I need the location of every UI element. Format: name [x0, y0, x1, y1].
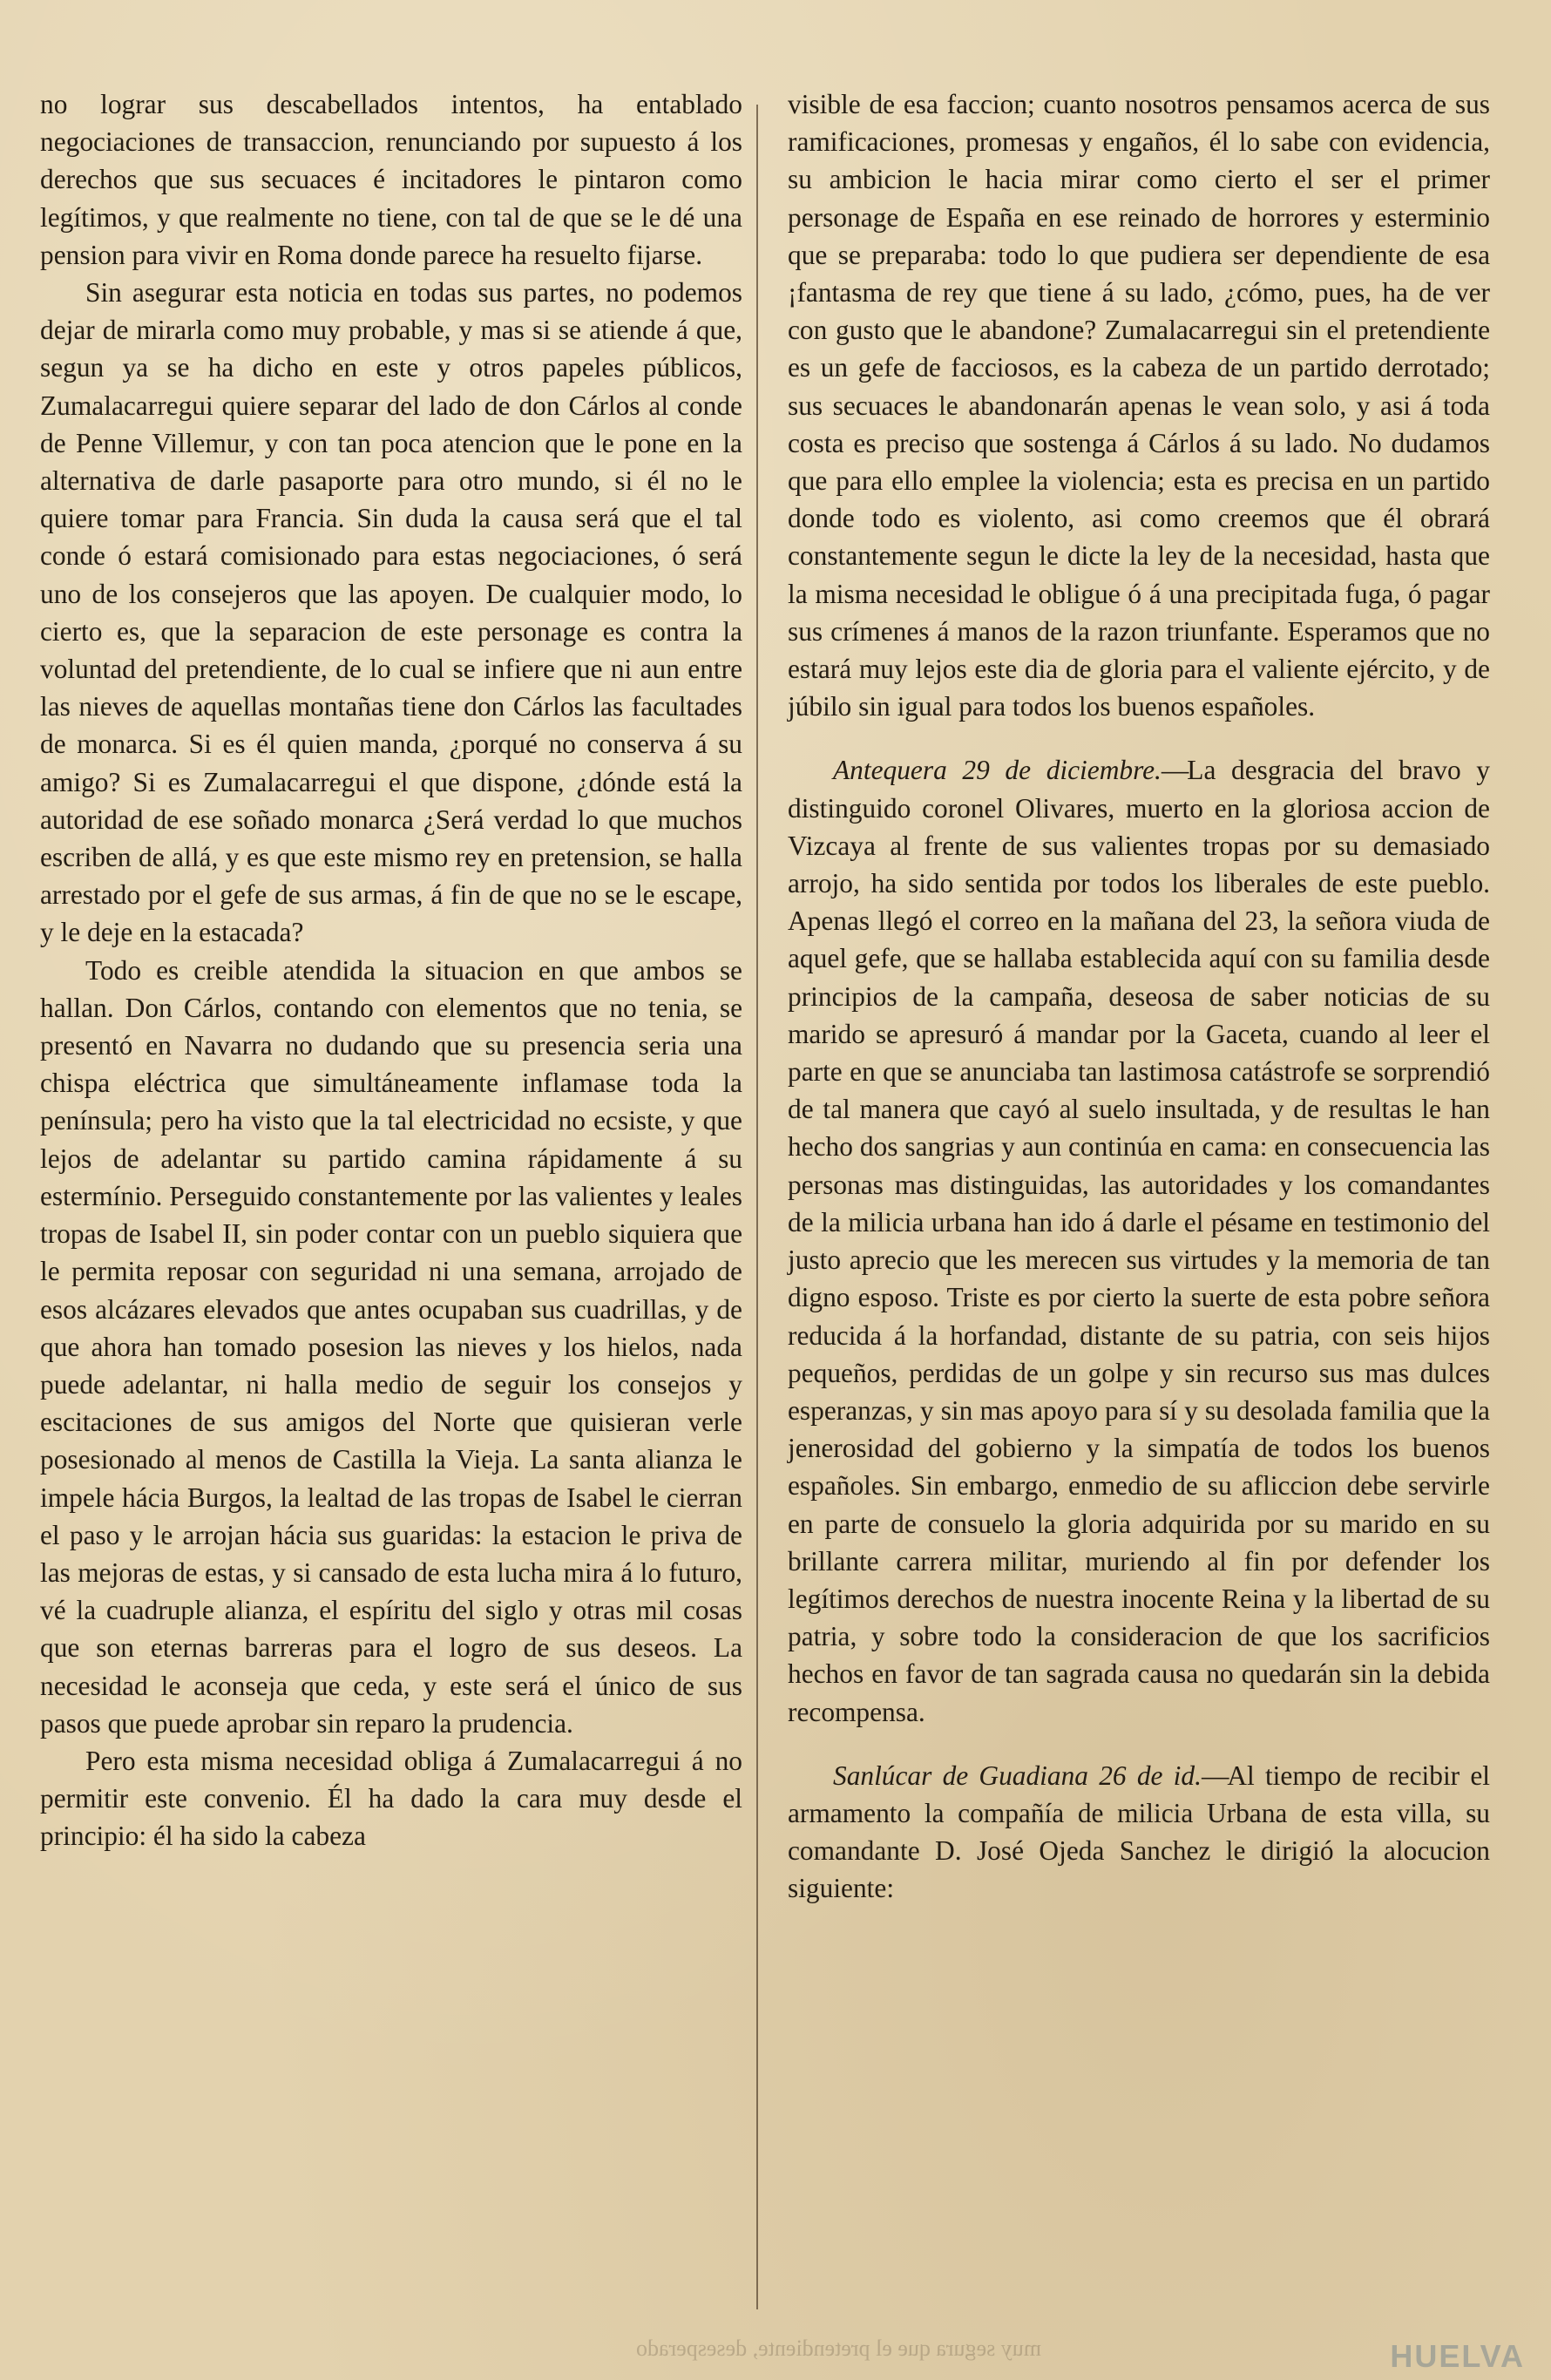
column-divider	[756, 105, 758, 2309]
right-column	[788, 85, 1490, 1908]
dispatch-text: Al tiempo de recibir el armamento la compañía de milicia Urbana de esta villa, su comandante D. José Ojeda Sanchez le dirigió la alocucion siguiente:	[788, 1760, 1491, 1904]
article-paragraph: Pero esta misma necesidad obliga á Zumalacarregui á no permitir este convenio. Él ha dado la cara muy desde el principio: él ha sido la cabeza	[40, 1745, 742, 1852]
dispatch-dateline: Antequera 29 de diciembre.	[833, 755, 1162, 786]
dispatch-dateline: Sanlúcar de Guadiana 26 de id.	[833, 1760, 1202, 1791]
dispatch-separator: —	[1161, 755, 1188, 786]
dispatch-sanlucar	[788, 1757, 1490, 1908]
article-paragraph: Sin asegurar esta noticia en todas sus partes, no podemos dejar de mirarla como muy probable, y mas si se atiende á que, segun ya se ha dicho en este y otros papeles públicos, Zumalacarregui quiere separar del lado de don Cárlos al conde de Penne Villemur, y con tan poca atencion que le pone en la alternativa de darle pasaporte para otro mundo, si él no le quiere tomar para Francia. Sin duda la causa será que el tal conde ó estará comisionado para estas negociaciones, ó será uno de los consejeros que las apoyen. De cualquier modo, lo cierto es, que la separacion de este personage es contra la voluntad del pretendiente, de lo cual se infiere que ni aun entre las nieves de aquellas montañas tiene don Cárlos las facultades de monarca. Si es él quien manda, ¿porqué no conserva á su amigo? Si es Zumalacarregui el que dispone, ¿dónde está la autoridad de ese soñado monarca ¿Será verdad lo que muchos escriben de allá, y es que este mismo rey en pretension, se halla arrestado por el gefe de sus armas, á fin de que no se le escape, y le deje en la estacada?	[40, 277, 742, 948]
show-through-text: muy segura que el pretendiente, desesperado	[636, 2336, 1041, 2361]
left-column	[40, 85, 742, 1855]
article-paragraph: no lograr sus descabellados intentos, ha entablado negociaciones de transaccion, renunciando por supuesto á los derechos que sus secuaces é incitadores le pintaron como legítimos, y que realmente no tiene, con tal de que se le dé una pension para vivir en Roma donde parece ha resuelto fijarse.	[40, 89, 742, 270]
article-continuation: visible de esa faccion; cuanto nosotros pensamos acerca de sus ramificaciones, promesas y engaños, él lo sabe con evidencia, su ambicion le hacia mirar como cierto el ser el primer personage de España en ese reinado de horrores y esterminio que se preparaba: todo lo que pudiera ser dependiente de esa ¡fantasma de rey que tiene á su lado, ¿cómo, pues, ha de ver con gusto que le abandone? Zumalacarregui sin el pretendiente es un gefe de facciosos, es la cabeza de un partido derrotado; sus secuaces le abandonarán apenas le vean solo, y asi á toda costa es preciso que sostenga á Cárlos á su lado. No dudamos que para ello emplee la violencia; esta es precisa en un partido donde todo es violento, asi como creemos que él obrará constantemente segun le dicte la ley de la necesidad, hasta que la misma necesidad le obligue ó á una precipitada fuga, ó pagar sus crímenes á manos de la razon triunfante. Esperamos que no estará muy lejos este dia de gloria para el valiente ejército, y de júbilo sin igual para todos los buenos españoles.	[788, 89, 1490, 722]
archive-watermark: HUELVA	[1390, 2338, 1525, 2374]
dispatch-antequera	[788, 751, 1490, 1730]
dispatch-separator: —	[1201, 1760, 1228, 1791]
dispatch-text: La desgracia del bravo y distinguido coronel Olivares, muerto en la gloriosa accion de Vizcaya al frente de sus valientes tropas por su demasiado arrojo, ha sido sentida por todos los liberales de este pueblo. Apenas llegó el correo en la mañana del 23, la señora viuda de aquel gefe, que se hallaba establecida aquí con su familia desde principios de la campaña, deseosa de saber noticias de su marido se apresuró á mandar por la Gaceta, cuando al leer el parte en que se anunciaba tan lastimosa catástrofe se sorprendió de tal manera que cayó al suelo insultada, y de resultas le han hecho dos sangrias y aun continúa en cama: en consecuencia las personas mas distinguidas, las autoridades y los comandantes de la milicia urbana han ido á darle el pésame en testimonio del justo aprecio que les merecen sus virtudes y la memoria de tan digno esposo. Triste es por cierto la suerte de esta pobre señora reducida á la horfandad, distante de su patria, con seis hijos pequeños, perdidas de un golpe y sin recurso sus mas dulces esperanzas, y sin mas apoyo para sí y su desolada familia que la jenerosidad del gobierno y la simpatía de todos los buenos españoles. Sin embargo, enmedio de su afliccion debe servirle en parte de consuelo la gloria adquirida por su marido en su brillante carrera militar, muriendo al fin por defender los legítimos derechos de nuestra inocente Reina y la libertad de su patria, y sobre todo la consideracion de que los sacrificios hechos en favor de tan sagrada causa no quedarán sin la debida recompensa.	[788, 755, 1490, 1727]
article-paragraph: Todo es creible atendida la situacion en que ambos se hallan. Don Cárlos, contando con elementos que no tenia, se presentó en Navarra no dudando que su presencia seria una chispa eléctrica que simultáneamente inflamase toda la península; pero ha visto que la tal electricidad no ecsiste, y que lejos de adelantar su partido camina rápidamente á su estermínio. Perseguido constantemente por las valientes y leales tropas de Isabel II, sin poder contar con un pueblo siquiera que le permita reposar con seguridad ni una semana, arrojado de esos alcázares elevados que antes ocupaban sus cuadrillas, y de que ahora han tomado posesion las nieves y los hielos, nada puede adelantar, ni halla medio de seguir los consejos y escitaciones de sus amigos del Norte que quisieran verle posesionado al menos de Castilla la Vieja. La santa alianza le impele hácia Burgos, la lealtad de las tropas de Isabel le cierran el paso y le arrojan hácia sus guaridas: la estacion le priva de las mejoras de estas, y si cansado de esta lucha mira á lo futuro, vé la cuadruple alianza, el espíritu del siglo y otras mil cosas que son eternas barreras para el logro de sus deseos. La necesidad le aconseja que ceda, y este será el único de sus pasos que puede aprobar sin reparo la prudencia.	[40, 954, 742, 1739]
